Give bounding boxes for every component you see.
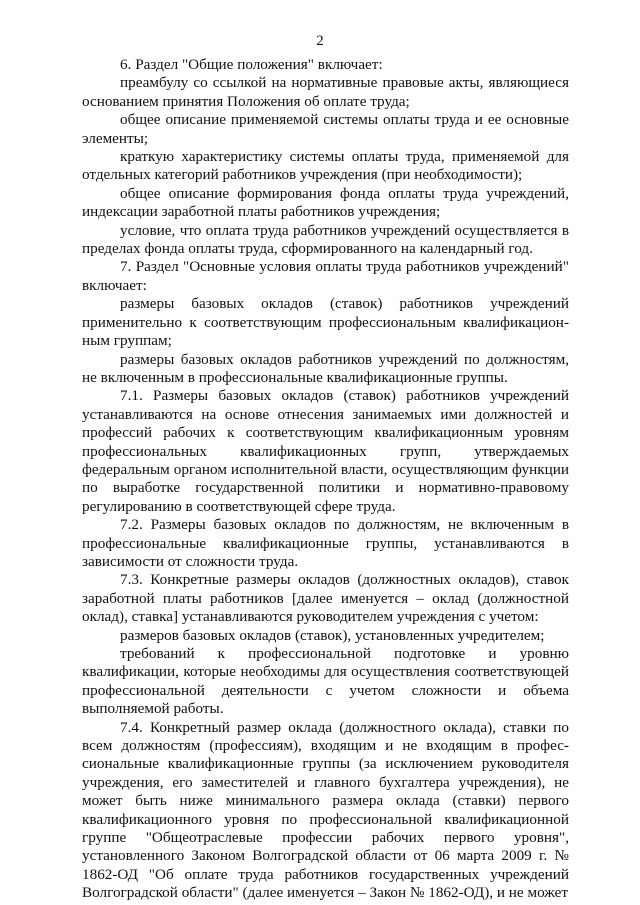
paragraph-clause-7-1: 7.1. Размеры базовых окладов (ставок) работников учреждений устанавливаются на основе отнесения занимаемых ими должностей и профессий рабочих к соответствующим квалификационным уровням профессиональных квалификационных групп, утверждаемых федеральным органом исполнительной власти, осуществляющим функции по выработке государственной политики и нормативно-правовому регулированию в соответствующей сфере труда. — [82, 387, 569, 515]
paragraph-system-description: общее описание применяемой системы оплаты труда и ее основные элементы; — [82, 111, 569, 147]
paragraph-clause-7-2: 7.2. Размеры базовых окладов по должностям, не включенным в профессиональные квалификационные группы, устанавливаются в зависимости от сложности труда. — [82, 516, 569, 570]
paragraph-qualification-requirements: требований к профессиональной подготовке и уровню квалификации, которые необходимы для осуществления соответствующей профессиональной деятельности с учетом сложности и объема выполняемой работы. — [82, 645, 569, 718]
paragraph-preamble: преамбулу со ссылкой на нормативные правовые акты, являющиеся основанием принятия Положения об оплате труда; — [82, 74, 569, 110]
paragraph-base-salaries-positions: размеры базовых окладов работников учреждений по должностям, не включенным в профессиональные квалификационные группы. — [82, 350, 569, 386]
paragraph-section-7-heading: 7. Раздел "Основные условия оплаты труда работников учреждений" включает: — [82, 258, 569, 294]
paragraph-clause-7-4: 7.4. Конкретный размер оклада (должностного оклада), ставки по всем должностям (профессиям), входящим и не входящим в профес-сиональные квалификационные группы (за исключением руководителя учреждения, его заместителей и главного бухгалтера учреждения), не может быть ниже минимального размера оклада (ставки) первого квалификационного уровня по профессиональной квалификационной группе "Общеотраслевые профессии рабочих первого уровня", установленного Законом Волгоградской области от 06 марта 2009 г. № 1862-ОД "Об оплате труда работников государственных учреждений Волгоградской области" (далее именуется – Закон № 1862-ОД), и не может — [82, 718, 569, 902]
paragraph-fund-formation: общее описание формирования фонда оплаты труда учреждений, индексации заработной платы работников учреждения; — [82, 184, 569, 221]
paragraph-fund-condition: условие, что оплата труда работников учреждений осуществляется в пределах фонда оплаты труда, сформированного на календарный год. — [82, 221, 569, 258]
paragraph-clause-7-3: 7.3. Конкретные размеры окладов (должностных окладов), ставок заработной платы работников [далее именуется – оклад (должностной оклад), ставка] устанавливаются руководителем учреждения с учетом: — [82, 571, 569, 626]
paragraph-category-characteristics: краткую характеристику системы оплаты труда, применяемой для отдельных категорий работников учреждения (при необходимости); — [82, 148, 569, 184]
page-number: 2 — [316, 33, 324, 49]
paragraph-base-salaries-founder: размеров базовых окладов (ставок), установленных учредителем; — [120, 626, 545, 644]
paragraph-section-6-heading: 6. Раздел "Общие положения" включает: — [120, 56, 383, 73]
paragraph-base-salaries-groups: размеры базовых окладов (ставок) работников учреждений применительно к соответствующим профессиональным квалификацион-ным группам; — [82, 295, 569, 350]
document-body — [82, 56, 569, 903]
